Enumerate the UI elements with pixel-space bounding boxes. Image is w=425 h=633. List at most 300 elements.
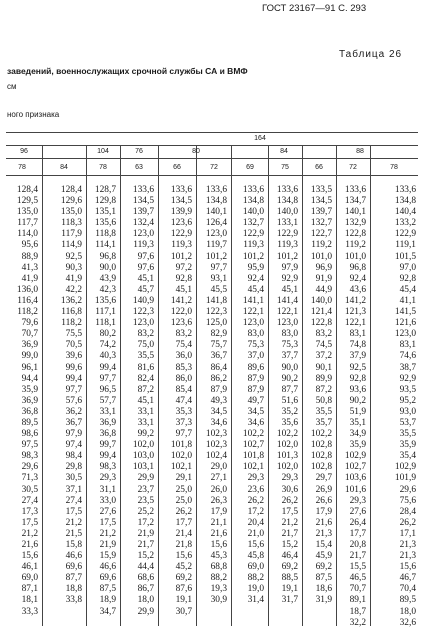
table-cell: 46,4 [281, 551, 298, 562]
feature-label: ного признака [7, 110, 60, 119]
table-cell: 21,6 [315, 517, 332, 528]
table-cell: 51,9 [349, 406, 366, 417]
table-cell: 34,9 [349, 429, 366, 440]
table-cell: 30,5 [65, 473, 82, 484]
table-cell: 75,5 [65, 329, 82, 340]
table-cell: 19,1 [281, 584, 298, 595]
table-cell: 34,7 [99, 606, 116, 617]
table-cell: 97,7 [175, 429, 192, 440]
table-cell: 21,9 [137, 528, 154, 539]
table-cell: 21,2 [21, 528, 38, 539]
table-cell: 15,8 [65, 540, 82, 550]
table-cell: 114,1 [95, 240, 116, 251]
table-cell: 101,2 [242, 251, 264, 262]
table-cell: 15,6 [399, 562, 416, 573]
table-cell: 26,3 [210, 495, 227, 506]
table-cell: 136,0 [16, 284, 38, 295]
table-cell: 123,0 [242, 318, 264, 329]
table-cell: 21,3 [399, 540, 416, 550]
table-cell: 132,7 [242, 218, 264, 229]
table-cell: 69,2 [281, 562, 298, 573]
table-cell: 69,0 [21, 573, 38, 584]
table-cell: 74,2 [99, 340, 116, 351]
table-cell: 26,2 [281, 495, 298, 506]
table-cell: 140,0 [310, 295, 332, 306]
table-cell: 30,5 [21, 484, 38, 495]
table-cell: 133,6 [170, 185, 192, 195]
table-cell: 114,9 [61, 240, 82, 251]
table-cell: 18,9 [99, 595, 116, 606]
table-cell: 45,1 [281, 284, 298, 295]
table-cell: 95,9 [247, 262, 264, 273]
table-cell: 89,5 [399, 595, 416, 606]
table-cell: 15,2 [281, 540, 298, 550]
table-cell: 74,5 [315, 340, 332, 351]
table-cell: 99,4 [65, 373, 82, 384]
table-cell: 102,2 [242, 429, 264, 440]
table-cell: 82,9 [210, 329, 227, 340]
table-cell: 45,1 [137, 273, 154, 284]
data-column [118, 185, 154, 618]
table-cell: 134,8 [276, 196, 298, 207]
table-cell: 90,2 [281, 373, 298, 384]
table-cell: 36,7 [210, 351, 227, 362]
table-cell: 88,5 [281, 573, 298, 584]
table-cell: 23,7 [137, 484, 154, 495]
table-cell: 122,9 [170, 229, 192, 240]
table-cell: 37,2 [315, 351, 332, 362]
column-header: 66 [315, 164, 323, 171]
table-cell: 42,3 [99, 284, 116, 295]
table-cell: 119,3 [277, 240, 298, 251]
table-cell: 119,3 [243, 240, 264, 251]
table-cell: 35,9 [349, 440, 366, 451]
table-cell: 96,5 [99, 384, 116, 395]
table-cell: 87,7 [281, 384, 298, 395]
table-cell: 132,7 [310, 218, 332, 229]
table-cell: 79,6 [21, 318, 38, 329]
data-column [228, 185, 264, 607]
table-cell: 99,4 [99, 451, 116, 462]
table-cell: 46,6 [99, 562, 116, 573]
table-cell: 34,6 [210, 417, 227, 428]
table-cell: 75,7 [210, 340, 227, 351]
table-cell: 102,0 [132, 440, 154, 451]
table-cell: 122,3 [132, 307, 154, 318]
table-cell: 133,1 [276, 218, 298, 229]
table-cell: 118,1 [95, 318, 116, 329]
table-cell: 21,7 [349, 551, 366, 562]
table-cell: 103,6 [344, 473, 366, 484]
table-cell: 35,9 [21, 384, 38, 395]
table-cell: 31,1 [99, 484, 116, 495]
table-cell: 102,0 [276, 440, 298, 451]
table-cell: 35,5 [399, 429, 416, 440]
table-cell: 141,5 [394, 307, 416, 318]
table-cell: 92,4 [247, 273, 264, 284]
table-cell: 90,0 [281, 362, 298, 373]
table-cell: 92,9 [281, 273, 298, 284]
table-cell: 20,8 [349, 540, 366, 550]
table-cell: 30,9 [210, 595, 227, 606]
table-cell: 23,6 [247, 484, 264, 495]
table-cell: 35,1 [349, 417, 366, 428]
table-cell: 135,6 [94, 295, 116, 306]
table-cell: 93,5 [399, 384, 416, 395]
table-cell: 21,6 [21, 540, 38, 550]
table-cell: 53,7 [399, 417, 416, 428]
table-cell: 99,4 [99, 362, 116, 373]
table-cell: 140,4 [394, 207, 416, 218]
table-cell: 88,9 [21, 251, 38, 262]
table-cell: 134,5 [132, 196, 154, 207]
table-cell: 36,9 [99, 417, 116, 428]
table-cell: 75,6 [399, 495, 416, 506]
table-cell: 29,3 [349, 495, 366, 506]
table-cell: 134,8 [205, 196, 227, 207]
table-cell: 122,1 [344, 318, 366, 329]
table-cell: 83,2 [175, 329, 192, 340]
table-cell: 92,4 [349, 273, 366, 284]
table-cell: 18,7 [349, 606, 366, 617]
table-cell: 134,8 [242, 196, 264, 207]
table-cell: 29,9 [137, 473, 154, 484]
table-cell: 26,2 [399, 517, 416, 528]
table-cell: 18,0 [137, 595, 154, 606]
subheader-80: 80 [192, 148, 200, 155]
table-cell: 17,7 [349, 528, 366, 539]
table-cell: 122,9 [242, 229, 264, 240]
table-cell: 136,2 [60, 295, 82, 306]
table-cell: 34,5 [247, 406, 264, 417]
table-cell: 33,1 [137, 406, 154, 417]
table-cell: 132,4 [132, 218, 154, 229]
table-cell: 114,0 [17, 229, 38, 240]
data-column [191, 185, 227, 607]
table-cell: 36,9 [21, 340, 38, 351]
table-cell: 74,6 [399, 351, 416, 362]
table-cell: 33,1 [137, 417, 154, 428]
table-rule [6, 175, 418, 176]
table-cell: 26,6 [315, 495, 332, 506]
table-cell: 18,8 [65, 584, 82, 595]
table-cell: 18,1 [21, 595, 38, 606]
table-cell: 17,5 [65, 506, 82, 517]
data-column [80, 185, 116, 618]
table-cell: 133,6 [205, 185, 227, 195]
table-rule [6, 132, 418, 133]
table-cell: 17,5 [99, 517, 116, 528]
table-cell: 95,2 [399, 395, 416, 406]
table-cell: 43,6 [349, 284, 366, 295]
table-cell: 33,1 [99, 406, 116, 417]
table-cell: 43,9 [99, 273, 116, 284]
table-cell: 99,6 [65, 362, 82, 373]
table-cell: 15,6 [247, 540, 264, 550]
table-cell: 75,4 [175, 340, 192, 351]
table-cell: 83,2 [315, 329, 332, 340]
column-header: 78 [390, 164, 398, 171]
table-cell: 135,0 [16, 207, 38, 218]
table-cell: 118,8 [95, 229, 116, 240]
table-cell: 69,6 [99, 573, 116, 584]
table-cell: 87,5 [315, 573, 332, 584]
table-cell: 35,7 [315, 417, 332, 428]
table-cell: 41,9 [65, 273, 82, 284]
table-cell: 133,5 [310, 185, 332, 195]
table-cell: 101,2 [205, 251, 227, 262]
table-cell: 71,3 [21, 473, 38, 484]
table-cell: 21,7 [281, 528, 298, 539]
table-cell: 97,7 [65, 384, 82, 395]
table-cell: 140,1 [344, 207, 366, 218]
table-cell: 45,7 [137, 284, 154, 295]
table-cell: 30,6 [281, 484, 298, 495]
column-rule [42, 145, 43, 626]
column-header: 63 [135, 164, 143, 171]
table-cell: 97,9 [65, 429, 82, 440]
table-cell: 97,2 [175, 262, 192, 273]
table-cell: 83,0 [247, 329, 264, 340]
table-cell: 99,0 [21, 351, 38, 362]
table-cell: 117,1 [95, 307, 116, 318]
table-cell: 42,2 [65, 284, 82, 295]
column-header: 78 [18, 164, 26, 171]
table-cell: 87,1 [21, 584, 38, 595]
table-cell: 129,5 [16, 196, 38, 207]
table-cell: 68,8 [210, 562, 227, 573]
table-subtitle: заведений, военнослужащих срочной службы СА и ВМФ [7, 66, 248, 76]
table-cell: 116,4 [17, 295, 38, 306]
table-cell: 90,0 [99, 262, 116, 273]
table-cell: 86,4 [210, 362, 227, 373]
table-cell: 15,5 [349, 562, 366, 573]
data-column [262, 185, 298, 607]
table-cell: 94,4 [21, 373, 38, 384]
table-cell: 17,9 [210, 506, 227, 517]
document-header: ГОСТ 23167—91 С. 293 [262, 3, 367, 14]
table-cell: 87,2 [315, 384, 332, 395]
table-cell: 21,4 [175, 528, 192, 539]
table-cell: 118,3 [61, 218, 82, 229]
table-cell: 140,9 [132, 295, 154, 306]
table-cell: 21,8 [175, 540, 192, 550]
subheader-76: 76 [135, 148, 143, 155]
table-cell: 26,2 [247, 495, 264, 506]
table-cell: 92,8 [175, 273, 192, 284]
table-cell: 133,6 [344, 185, 366, 195]
table-cell: 119,2 [311, 240, 332, 251]
table-cell: 134,8 [394, 196, 416, 207]
table-cell: 133,6 [132, 185, 154, 195]
table-cell: 51,6 [281, 395, 298, 406]
table-cell: 33,3 [21, 606, 38, 617]
table-cell: 31,9 [315, 595, 332, 606]
table-cell: 102,8 [310, 462, 332, 473]
table-cell: 128,4 [16, 185, 38, 195]
table-cell: 17,1 [399, 528, 416, 539]
table-cell: 29,7 [315, 473, 332, 484]
table-cell: 102,0 [276, 462, 298, 473]
table-cell: 47,4 [175, 395, 192, 406]
table-cell: 102,7 [242, 440, 264, 451]
table-cell: 25,2 [137, 506, 154, 517]
table-cell: 123,0 [394, 329, 416, 340]
table-cell: 102,0 [170, 451, 192, 462]
table-cell: 35,2 [281, 406, 298, 417]
table-cell: 87,9 [247, 373, 264, 384]
subheader-104: 104 [97, 148, 109, 155]
table-cell: 17,9 [315, 506, 332, 517]
table-cell: 87,5 [99, 584, 116, 595]
table-cell: 34,6 [247, 417, 264, 428]
table-cell: 23,5 [137, 495, 154, 506]
table-cell: 87,9 [210, 384, 227, 395]
table-cell: 101,3 [276, 451, 298, 462]
table-cell: 92,9 [399, 373, 416, 384]
table-cell: 117,9 [61, 229, 82, 240]
table-cell: 119,1 [395, 240, 416, 251]
table-cell: 21,1 [210, 517, 227, 528]
column-header: 66 [173, 164, 181, 171]
table-cell: 29,1 [175, 473, 192, 484]
table-cell: 35,5 [137, 351, 154, 362]
table-cell: 15,6 [21, 551, 38, 562]
table-cell: 97,6 [137, 262, 154, 273]
table-cell: 37,9 [349, 351, 366, 362]
table-cell: 123,6 [170, 318, 192, 329]
table-cell: 102,4 [205, 451, 227, 462]
table-cell: 85,4 [175, 384, 192, 395]
table-cell: 92,5 [65, 251, 82, 262]
column-header: 69 [246, 164, 254, 171]
table-cell: 37,7 [281, 351, 298, 362]
table-cell: 141,4 [276, 295, 298, 306]
table-cell: 36,8 [99, 429, 116, 440]
table-cell: 129,6 [60, 196, 82, 207]
table-label: Таблица 26 [339, 49, 403, 60]
table-cell: 90,2 [349, 395, 366, 406]
column-header: 84 [60, 164, 68, 171]
table-cell: 95,6 [21, 240, 38, 251]
table-cell: 36,0 [175, 351, 192, 362]
table-cell: 70,7 [349, 584, 366, 595]
table-cell: 28,4 [399, 506, 416, 517]
table-cell: 35,5 [315, 406, 332, 417]
table-cell: 33,0 [99, 495, 116, 506]
table-cell: 39,6 [65, 351, 82, 362]
table-cell: 101,5 [394, 251, 416, 262]
table-cell: 101,9 [394, 473, 416, 484]
table-cell: 34,5 [210, 406, 227, 417]
table-cell: 70,5 [65, 340, 82, 351]
table-cell: 128,4 [60, 185, 82, 195]
table-cell: 46,1 [21, 562, 38, 573]
table-cell: 19,1 [175, 595, 192, 606]
table-cell: 92,5 [349, 362, 366, 373]
table-cell: 98,6 [21, 429, 38, 440]
table-cell: 98,3 [99, 462, 116, 473]
table-cell: 21,6 [210, 528, 227, 539]
table-cell: 102,8 [310, 440, 332, 451]
table-cell: 140,1 [205, 207, 227, 218]
table-cell: 17,7 [175, 517, 192, 528]
table-cell: 29,3 [99, 473, 116, 484]
table-cell: 25,0 [175, 484, 192, 495]
table-cell: 121,6 [394, 318, 416, 329]
table-cell: 27,6 [349, 506, 366, 517]
table-cell: 135,1 [94, 207, 116, 218]
table-cell: 29,6 [399, 484, 416, 495]
table-rule [6, 145, 418, 146]
table-cell: 80,2 [99, 329, 116, 340]
table-cell: 29,6 [21, 462, 38, 473]
table-cell: 96,9 [315, 262, 332, 273]
table-cell: 17,3 [21, 506, 38, 517]
group-header: 164 [254, 135, 266, 142]
table-cell: 134,5 [170, 196, 192, 207]
table-cell: 134,5 [310, 196, 332, 207]
table-cell: 122,1 [276, 307, 298, 318]
table-cell: 93,6 [349, 384, 366, 395]
table-cell: 75,0 [137, 340, 154, 351]
table-cell: 101,2 [276, 251, 298, 262]
table-cell: 36,9 [21, 395, 38, 406]
table-cell: 102,3 [205, 440, 227, 451]
table-cell: 69,2 [315, 562, 332, 573]
table-cell: 18,0 [399, 606, 416, 617]
table-cell: 101,8 [242, 451, 264, 462]
table-cell: 29,0 [210, 462, 227, 473]
table-cell: 26,0 [210, 484, 227, 495]
table-cell: 135,0 [60, 207, 82, 218]
table-cell: 88,2 [210, 573, 227, 584]
table-rule [6, 158, 418, 159]
table-cell: 49,7 [247, 395, 264, 406]
table-cell: 141,8 [205, 295, 227, 306]
table-cell: 140,0 [242, 207, 264, 218]
table-cell: 75,3 [281, 340, 298, 351]
table-cell: 19,0 [247, 584, 264, 595]
table-cell: 102,7 [344, 462, 366, 473]
table-cell: 102,1 [242, 462, 264, 473]
table-cell: 21,2 [99, 528, 116, 539]
table-cell: 46,6 [65, 551, 82, 562]
table-cell: 15,2 [137, 551, 154, 562]
table-cell: 45,4 [247, 284, 264, 295]
table-cell: 119,7 [206, 240, 227, 251]
table-cell: 133,2 [394, 218, 416, 229]
table-cell: 90,3 [65, 262, 82, 273]
table-cell: 15,9 [99, 551, 116, 562]
column-header: 72 [210, 164, 218, 171]
subheader-84: 84 [280, 148, 288, 155]
table-cell: 92,8 [399, 273, 416, 284]
table-cell: 27,6 [99, 506, 116, 517]
table-cell: 85,3 [175, 362, 192, 373]
table-cell: 126,4 [205, 218, 227, 229]
table-cell: 102,1 [170, 462, 192, 473]
table-cell: 49,3 [210, 395, 227, 406]
table-cell: 139,9 [170, 207, 192, 218]
table-cell: 41,3 [21, 262, 38, 273]
table-cell: 44,9 [315, 284, 332, 295]
table-cell: 88,2 [247, 573, 264, 584]
table-cell: 46,7 [399, 573, 416, 584]
table-cell: 102,9 [394, 462, 416, 473]
table-cell: 45,1 [175, 284, 192, 295]
table-cell: 45,8 [247, 551, 264, 562]
